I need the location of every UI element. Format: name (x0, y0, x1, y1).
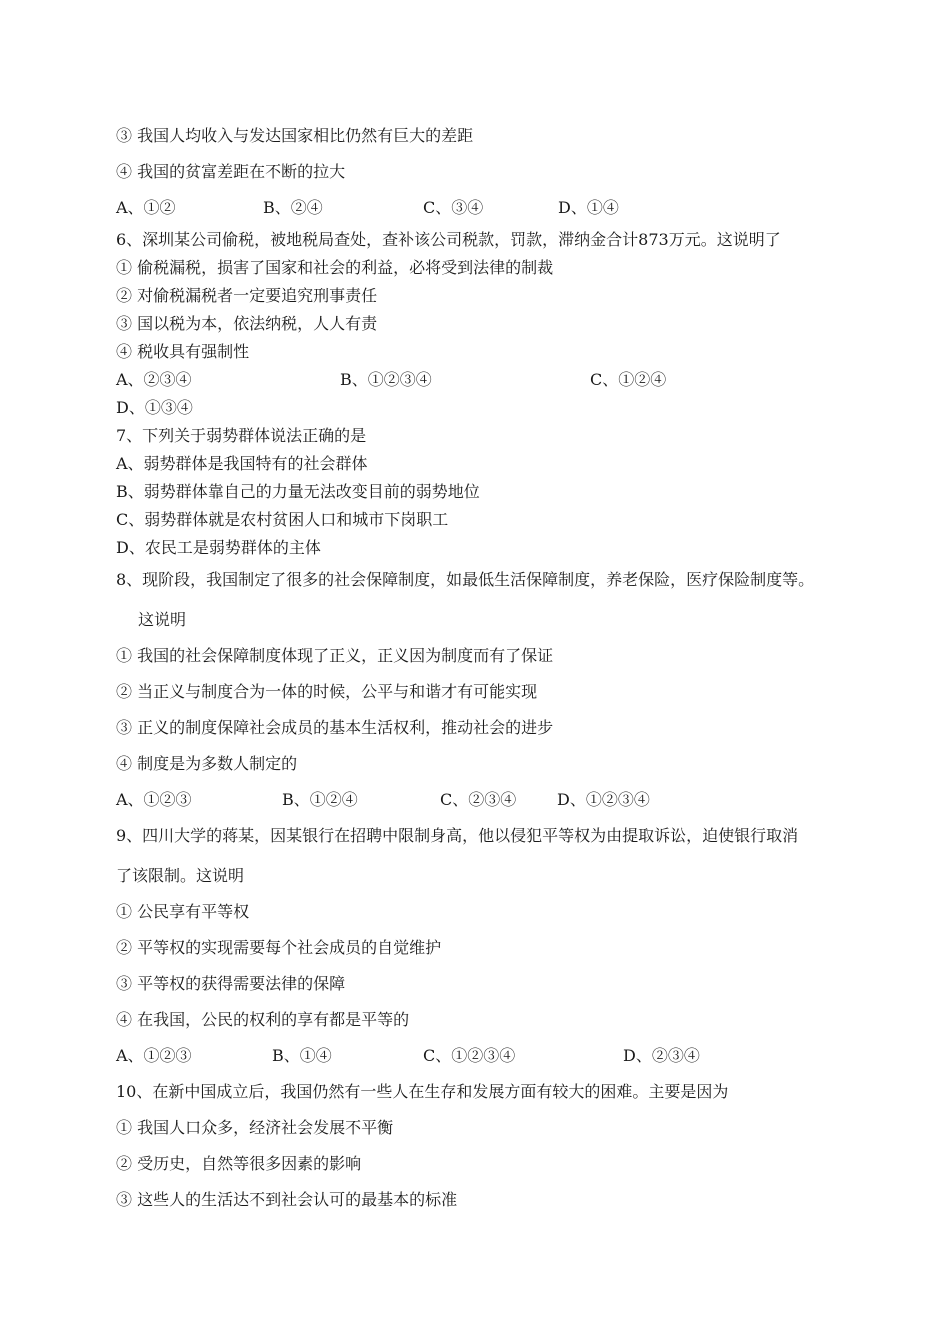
q7-option-b: B、弱势群体靠自己的力量无法改变目前的弱势地位 (116, 482, 480, 501)
q5-item-4: ④ 我国的贫富差距在不断的拉大 (116, 162, 346, 181)
q6-option-c: C、①②④ (590, 370, 667, 389)
q6-option-b: B、①②③④ (340, 370, 432, 389)
q8-item-2: ② 当正义与制度合为一体的时候，公平与和谐才有可能实现 (116, 682, 538, 701)
q9-stem-line-2: 了该限制。这说明 (116, 866, 245, 885)
q9-option-c: C、①②③④ (423, 1046, 516, 1065)
q9-option-a: A、①②③ (116, 1046, 192, 1065)
q5-option-c: C、③④ (423, 198, 484, 217)
q8-stem-line-2: 这说明 (138, 610, 187, 629)
q8-item-4: ④ 制度是为多数人制定的 (116, 754, 298, 773)
q6-item-1: ① 偷税漏税，损害了国家和社会的利益，必将受到法律的制裁 (116, 258, 554, 277)
q6-item-3: ③ 国以税为本，依法纳税，人人有责 (116, 314, 378, 333)
q5-option-d: D、①④ (558, 198, 619, 217)
q6-option-a: A、②③④ (116, 370, 192, 389)
q7-option-c: C、弱势群体就是农村贫困人口和城市下岗职工 (116, 510, 449, 529)
q9-item-3: ③ 平等权的获得需要法律的保障 (116, 974, 346, 993)
q8-item-1: ① 我国的社会保障制度体现了正义，正义因为制度而有了保证 (116, 646, 554, 665)
q8-stem-line-1: 8、现阶段，我国制定了很多的社会保障制度，如最低生活保障制度，养老保险，医疗保险制度等。 (116, 570, 815, 589)
q8-option-a: A、①②③ (116, 790, 192, 809)
q10-item-3: ③ 这些人的生活达不到社会认可的最基本的标准 (116, 1190, 458, 1209)
q7-option-d: D、农民工是弱势群体的主体 (116, 538, 321, 557)
q6-item-2: ② 对偷税漏税者一定要追究刑事责任 (116, 286, 378, 305)
q9-item-4: ④ 在我国，公民的权利的享有都是平等的 (116, 1010, 410, 1029)
q5-item-3: ③ 我国人均收入与发达国家相比仍然有巨大的差距 (116, 126, 474, 145)
q9-stem-line-1: 9、四川大学的蒋某，因某银行在招聘中限制身高，他以侵犯平等权为由提取诉讼，迫使银行取消 (116, 826, 799, 845)
q8-item-3: ③ 正义的制度保障社会成员的基本生活权利，推动社会的进步 (116, 718, 554, 737)
q7-option-a: A、弱势群体是我国特有的社会群体 (116, 454, 368, 473)
q9-option-b: B、①④ (272, 1046, 332, 1065)
q9-option-d: D、②③④ (623, 1046, 700, 1065)
q10-stem: 10、在新中国成立后，我国仍然有一些人在生存和发展方面有较大的困难。主要是因为 (116, 1082, 729, 1101)
q6-stem: 6、深圳某公司偷税，被地税局查处，查补该公司税款，罚款，滞纳金合计873万元。这说明了 (116, 230, 781, 249)
q10-item-1: ① 我国人口众多，经济社会发展不平衡 (116, 1118, 394, 1137)
q6-option-d: D、①③④ (116, 398, 193, 417)
q6-item-4: ④ 税收具有强制性 (116, 342, 250, 361)
q9-item-1: ① 公民享有平等权 (116, 902, 250, 921)
q8-option-b: B、①②④ (282, 790, 358, 809)
q10-item-2: ② 受历史，自然等很多因素的影响 (116, 1154, 362, 1173)
q5-option-b: B、②④ (263, 198, 323, 217)
q5-option-a: A、①② (116, 198, 176, 217)
q8-option-c: C、②③④ (440, 790, 517, 809)
q7-stem: 7、下列关于弱势群体说法正确的是 (116, 426, 367, 445)
q8-option-d: D、①②③④ (557, 790, 650, 809)
q9-item-2: ② 平等权的实现需要每个社会成员的自觉维护 (116, 938, 442, 957)
